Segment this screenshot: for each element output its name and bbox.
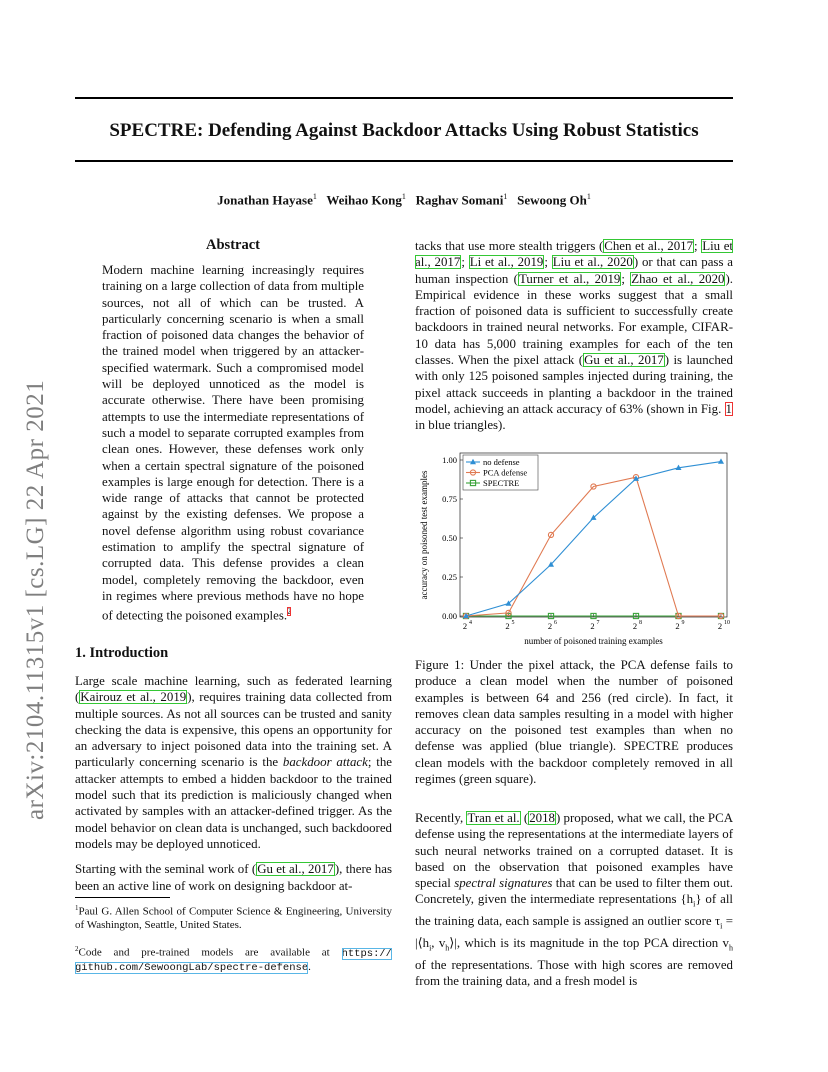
introduction-text xyxy=(75,673,392,894)
x-tick-exponent: 10 xyxy=(724,620,730,626)
figure-1-chart xyxy=(415,445,733,650)
x-axis-label: number of poisoned training examples xyxy=(524,636,663,646)
citation-link[interactable]: Gu et al., 2017 xyxy=(257,862,334,877)
y-tick-label: 0.75 xyxy=(442,494,457,504)
series-line xyxy=(466,477,721,616)
x-tick-exponent: 5 xyxy=(511,620,515,626)
x-tick-label: 2 xyxy=(462,621,468,631)
x-tick-exponent: 7 xyxy=(596,620,600,626)
right-column-text-bottom: Recently, Tran et al. (2018) proposed, what we call, the PCA defense using the representations at the intermediate layers of such neural networks trained on a corrupted dataset. It is based on the observation that poisoned examples have special spectral signatures that can be used to filter them out. Concretely, given the intermediate representations $\{h_i\}$ of all the training data, each sample is assigned an outlier score $\tau_i$ = $|⟨h_i$, $v_h⟩|$, which is its magnitude in the top PCA direction $v_h$ of the representations. Those with high scores are removed from the training data, and a fresh model is xyxy=(415,811,734,989)
code-url-link[interactable]: https:// github.com/SewoongLab/spectre-defense xyxy=(75,947,392,974)
y-tick-label: 0.25 xyxy=(442,572,457,582)
footnote-ref-2[interactable]: 2 xyxy=(287,607,292,617)
paper-title: SPECTRE: Defending Against Backdoor Attacks Using Robust Statistics xyxy=(109,120,699,141)
x-tick-label: 2 xyxy=(675,621,680,631)
section-heading-introduction: 1. Introduction xyxy=(75,645,169,661)
x-tick-exponent: 9 xyxy=(681,620,685,626)
legend-entry: no defense xyxy=(483,457,520,467)
paragraph: Large scale machine learning, such as federated learning (Kairouz et al., 2019), requires training data collected from multiple sources. As not all sources can be trusted and sanity checking the data is expensive, this opens an opportunity for an adversary to inject poisoned data into the training set. A particularly concerning scenario is the backdoor attack; the attacker attempts to embed a hidden backdoor to the trained model such that its prediction is maliciously changed when activated by samples with an attacker-defined trigger. As the model behavior on clean data is unchanged, such backdoored models may be deployed unnoticed. xyxy=(75,674,392,851)
citation-link[interactable]: Liu et al., 2020 xyxy=(552,255,633,270)
y-tick-label: 0.50 xyxy=(442,533,457,543)
x-tick-exponent: 4 xyxy=(469,620,472,626)
citation-link[interactable]: Li et al., 2019 xyxy=(469,255,544,270)
author: Weihao Kong xyxy=(326,192,402,208)
abstract-heading: Abstract xyxy=(206,237,260,253)
x-tick-exponent: 6 xyxy=(554,620,557,626)
citation-link[interactable]: Turner et al., 2019 xyxy=(518,271,621,286)
x-tick-label: 2 xyxy=(632,621,638,631)
citation-link[interactable]: Chen et al., 2017 xyxy=(604,239,694,253)
footnote-rule xyxy=(75,897,170,898)
citation-link[interactable]: Zhao et al., 2020 xyxy=(631,271,725,286)
x-tick-exponent: 8 xyxy=(639,620,642,626)
x-tick-label: 2 xyxy=(547,621,553,631)
y-tick-label: 1.00 xyxy=(442,455,457,465)
citation-link[interactable]: Liu et al., 2017 xyxy=(415,239,733,270)
legend-entry: PCA defense xyxy=(483,467,528,478)
author-list: Jonathan Hayase$^1$ Weihao Kong$^1$ Raghav Somani$^1$ Sewoong Oh$^1$ xyxy=(217,192,591,208)
title-rule-top xyxy=(75,97,733,99)
citation-link[interactable]: Kairouz et al., 2019 xyxy=(80,690,187,705)
legend-entry: SPECTRE xyxy=(483,478,520,488)
abstract-text: Modern machine learning increasingly requires training on a large collection of data from multiple sources, not all of which can be trusted. A particularly concerning scenario is when a small fraction of poisoned data changes the behavior of the trained model when triggered by an attacker-specified watermark. Such a compromised model will be deployed unnoticed as the model is accurate otherwise. There have been promising attempts to use the intermediate representations of such a model to separate corrupted examples from clean ones. However, these defenses work only when a certain spectral signature of the poisoned examples is large enough for detection. There is a wide range of attacks that cannot be protected against by the existing defenses. We propose a novel defense algorithm using robust covariance estimation to amplify the spectral signature of corrupted data. This defense provides a clean model, completely removing the backdoor, even in regimes where previous methods have no hope of detecting the poisoned examples.$^2$ xyxy=(102,263,364,623)
citation-link[interactable]: 2018 xyxy=(529,811,555,825)
x-tick-label: 2 xyxy=(590,621,595,631)
author: Sewoong Oh xyxy=(517,192,587,208)
citation-link[interactable]: Gu et al., 2017 xyxy=(584,353,664,368)
x-tick-label: 2 xyxy=(717,621,723,631)
paragraph: Starting with the seminal work of (Gu et al., 2017), there has been an active line of work on designing backdoor at- xyxy=(75,862,392,893)
data-point xyxy=(718,458,724,463)
figure-caption: Figure 1: Under the pixel attack, the PCA defense fails to produce a clean model when the number of poisoned examples is between 64 and 256 (red circle). In fact, it removes clean data samples resulting in a model with higher accuracy on the poisoned test examples than when no defense was applied (blue triangle). SPECTRE produces clean models with the backdoor completely removed in all regimes (green square). xyxy=(415,658,733,787)
title-rule-bottom xyxy=(75,160,733,162)
x-tick-label: 2 xyxy=(505,621,510,631)
author: Jonathan Hayase xyxy=(217,192,313,208)
right-column-text-top: tacks that use more stealth triggers (Chen et al., 2017; Liu et al., 2017; Li et al., 2019; Liu et al., 2020) or that can pass a human inspection (Turner et al., 2019; Zhao et al., 2020). Empirical evidence in these works suggest that a small fraction of poisoned data is sufficient to successfully create backdoors in trained neural networks. For example, CIFAR-10 data has 5,000 training examples for each of the ten classes. When the pixel attack (Gu et al., 2017) is launched with only 125 poisoned samples injected during training, the pixel attack succeeds in planting a backdoor in the trained model, achieving an attack accuracy of 63% (shown in Fig. 1 in blue triangles). xyxy=(415,239,733,433)
figure-ref-link[interactable]: 1 xyxy=(725,401,732,416)
author: Raghav Somani xyxy=(415,192,504,208)
y-tick-label: 0.00 xyxy=(442,611,457,621)
citation-link[interactable]: Tran et al. xyxy=(467,811,520,825)
footnote-2: $^2$Code and pre-trained models are available at https:// github.com/SewoongLab/spectre-defense. xyxy=(75,945,392,974)
y-axis-label: accuracy on poisoned test examples xyxy=(419,470,429,600)
arxiv-stamp: arXiv:2104.11315v1 [cs.LG] 22 Apr 2021 xyxy=(22,379,49,820)
footnote-1: $^1$Paul G. Allen School of Computer Science & Engineering, University of Washington, Seattle, United States. xyxy=(75,904,392,931)
